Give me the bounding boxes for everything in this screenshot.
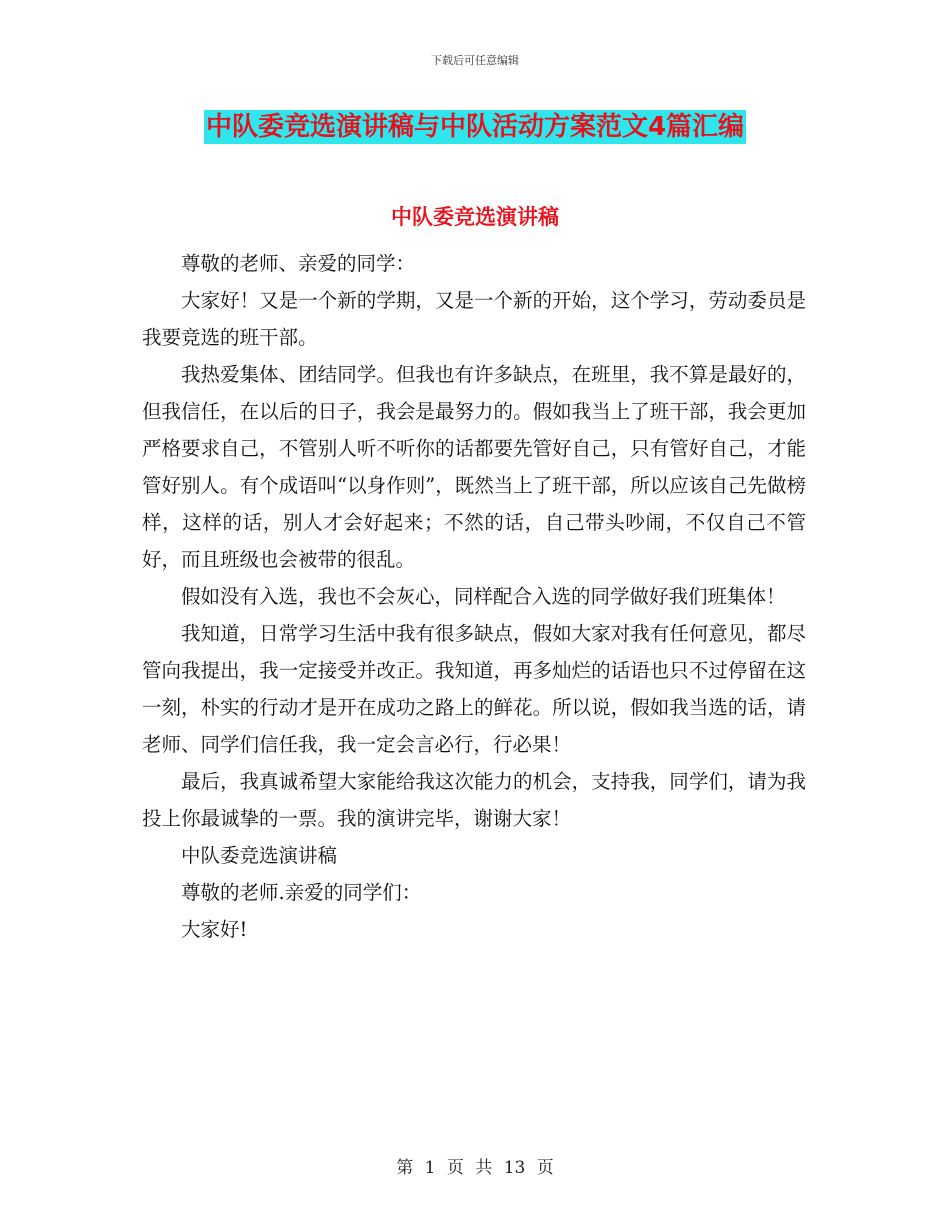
paragraph-second-hello: 大家好! — [181, 918, 248, 941]
page-footer: 第 1 页 共 13 页 — [396, 1158, 554, 1178]
paragraph-second-greeting: 尊敬的老师.亲爱的同学们： — [181, 881, 422, 904]
paragraph-commitment: 我知道，日常学习生活中我有很多缺点，假如大家对我有任何意见，都尽管向我提出，我一定接受并改正。我知道，再多灿烂的话语也只不过停留在这一刻，朴实的行动才是开在成功之路上的鲜花。所以说，假如我当选的话，请老师、同学们信任我，我一定会言必行，行必果！ — [142, 622, 806, 756]
paragraph-greeting: 尊敬的老师、亲爱的同学： — [181, 252, 416, 275]
header-note: 下载后可任意编辑 — [431, 54, 519, 67]
paragraph-second-title: 中队委竞选演讲稿 — [181, 844, 338, 867]
paragraph-closing: 最后，我真诚希望大家能给我这次能力的机会，支持我，同学们，请为我投上你最诚挚的一票。我的演讲完毕，谢谢大家！ — [142, 770, 806, 830]
paragraph-intro: 大家好！又是一个新的学期，又是一个新的开始，这个学习，劳动委员是我要竞选的班干部。 — [142, 289, 806, 349]
document-title: 中队委竞选演讲稿与中队活动方案范文4篇汇编 — [205, 112, 745, 142]
title-container — [0, 110, 950, 144]
document-body — [142, 245, 806, 948]
section-title: 中队委竞选演讲稿 — [391, 205, 559, 229]
paragraph-not-selected: 假如没有入选，我也不会灰心，同样配合入选的同学做好我们班集体！ — [181, 585, 786, 608]
paragraph-qualities: 我热爱集体、团结同学。但我也有许多缺点，在班里，我不算是最好的，但我信任，在以后的日子，我会是最努力的。假如我当上了班干部，我会更加严格要求自己，不管别人听不听你的话都要先管好自己，只有管好自己，才能管好别人。有个成语叫“以身作则”，既然当上了班干部，所以应该自己先做榜样，这样的话，别人才会好起来；不然的话，自己带头吵闹，不仅自己不管好，而且班级也会被带的很乱。 — [142, 363, 806, 571]
